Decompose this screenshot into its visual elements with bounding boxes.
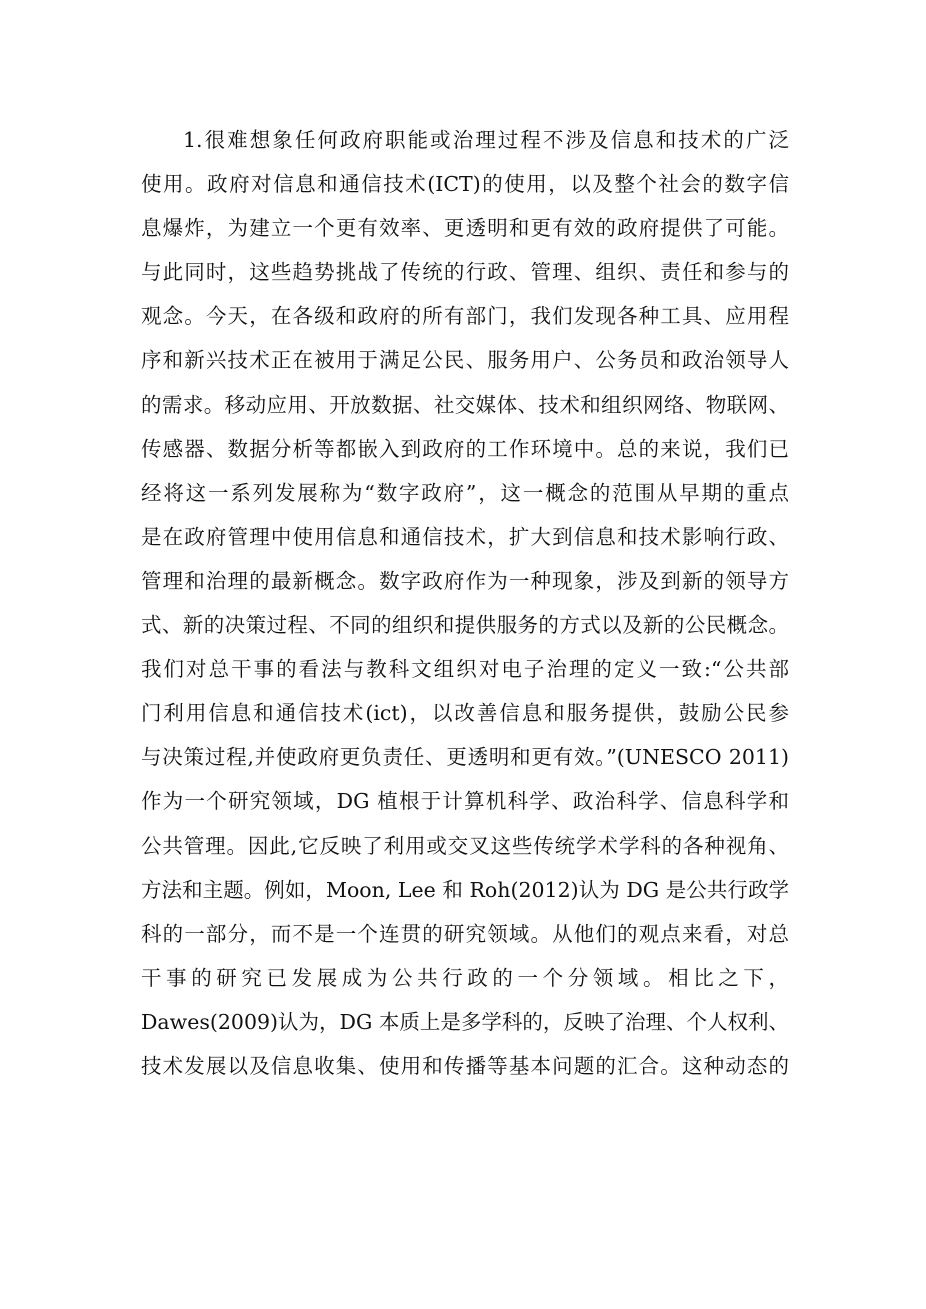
text-line: 与此同时，这些趋势挑战了传统的行政、管理、组织、责任和参与的 [141,260,789,285]
text-line: Dawes(2009)认为，DG 本质上是多学科的，反映了治理、个人权利、 [141,1009,789,1034]
text-line: 干事的研究已发展成为公共行政的一个分领域。相比之下， [141,965,789,990]
text-line: 息爆炸，为建立一个更有效率、更透明和更有效的政府提供了可能。 [141,216,789,241]
text-line: 观念。今天，在各级和政府的所有部门，我们发现各种工具、应用程 [141,304,789,329]
text-line: 传感器、数据分析等都嵌入到政府的工作环境中。总的来说，我们已 [141,436,789,461]
text-line: 科的一部分，而不是一个连贯的研究领域。从他们的观点来看，对总 [141,921,789,946]
text-line: 与决策过程,并使政府更负责任、更透明和更有效。”(UNESCO 2011) [141,745,789,770]
text-line: 我们对总干事的看法与教科文组织对电子治理的定义一致:“公共部 [141,657,789,682]
text-line: 经将这一系列发展称为“数字政府”，这一概念的范围从早期的重点 [141,480,789,505]
text-line: 方法和主题。例如，Moon, Lee 和 Roh(2012)认为 DG 是公共行政学 [141,877,789,902]
text-line: 门利用信息和通信技术(ict)，以改善信息和服务提供，鼓励公民参 [141,701,789,726]
text-line: 1.很难想象任何政府职能或治理过程不涉及信息和技术的广泛 [183,128,789,152]
text-line: 使用。政府对信息和通信技术(ICT)的使用，以及整个社会的数字信 [141,172,789,197]
text-line: 式、新的决策过程、不同的组织和提供服务的方式以及新的公民概念。 [141,613,789,638]
text-line: 序和新兴技术正在被用于满足公民、服务用户、公务员和政治领导人 [141,348,789,373]
text-line: 作为一个研究领域，DG 植根于计算机科学、政治科学、信息科学和 [141,789,789,814]
text-line: 技术发展以及信息收集、使用和传播等基本问题的汇合。这种动态的 [141,1053,789,1078]
text-line: 管理和治理的最新概念。数字政府作为一种现象，涉及到新的领导方 [141,568,789,593]
text-line: 公共管理。因此,它反映了利用或交叉这些传统学术学科的各种视角、 [141,833,789,858]
body-paragraph [141,118,789,1088]
text-line: 的需求。移动应用、开放数据、社交媒体、技术和组织网络、物联网、 [141,392,789,417]
text-line: 是在政府管理中使用信息和通信技术，扩大到信息和技术影响行政、 [141,524,789,549]
